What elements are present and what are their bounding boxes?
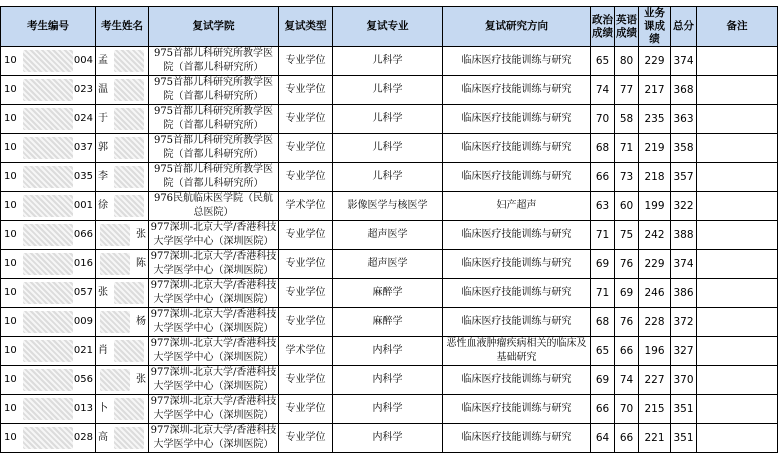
- redaction-mask: [23, 282, 73, 304]
- english-score: 76: [615, 250, 639, 279]
- table-row: [1, 424, 778, 453]
- english-score: 80: [615, 47, 639, 76]
- politics-score: 68: [591, 308, 615, 337]
- direction-cell: 临床医疗技能训练与研究: [443, 105, 591, 134]
- candidate-id-suffix: 024: [73, 113, 93, 124]
- table-row: [1, 192, 778, 221]
- politics-score: 69: [591, 250, 615, 279]
- table-row: [1, 221, 778, 250]
- redaction-mask: [23, 340, 73, 362]
- type-cell: 专业学位: [279, 424, 333, 453]
- total-score: 372: [671, 308, 697, 337]
- major-course-score: 221: [639, 424, 671, 453]
- redaction-mask: [23, 79, 73, 101]
- candidate-id-prefix: 10: [4, 84, 17, 95]
- candidate-name: [96, 76, 149, 105]
- candidate-name-visible: 孟: [98, 55, 108, 66]
- table-row: [1, 250, 778, 279]
- header-total: 总分: [671, 7, 697, 47]
- remark-cell: [697, 337, 778, 366]
- redaction-mask: [114, 50, 144, 72]
- major-course-score: 218: [639, 163, 671, 192]
- remark-cell: [697, 279, 778, 308]
- candidate-id-suffix: 021: [73, 345, 93, 356]
- header-major: 复试专业: [333, 7, 443, 47]
- table-row: [1, 337, 778, 366]
- type-cell: 专业学位: [279, 47, 333, 76]
- table-row: [1, 134, 778, 163]
- politics-score: 70: [591, 105, 615, 134]
- type-cell: 专业学位: [279, 221, 333, 250]
- candidate-id-suffix: 057: [73, 287, 93, 298]
- candidate-id-suffix: 016: [73, 258, 93, 269]
- candidate-name-visible: 杨: [136, 316, 146, 327]
- candidate-name: [96, 47, 149, 76]
- candidate-name: [96, 221, 149, 250]
- type-cell: 专业学位: [279, 163, 333, 192]
- candidate-name: [96, 134, 149, 163]
- redaction-mask: [114, 108, 144, 130]
- direction-cell: 临床医疗技能训练与研究: [443, 308, 591, 337]
- total-score: 374: [671, 47, 697, 76]
- english-score: 70: [615, 395, 639, 424]
- type-cell: 学术学位: [279, 192, 333, 221]
- major-cell: 儿科学: [333, 47, 443, 76]
- candidate-id-suffix: 009: [73, 316, 93, 327]
- candidate-id: [1, 308, 96, 337]
- table-row: [1, 163, 778, 192]
- candidate-name-visible: 郭: [98, 142, 108, 153]
- major-course-score: 242: [639, 221, 671, 250]
- candidate-id: [1, 366, 96, 395]
- candidate-name: [96, 366, 149, 395]
- school-cell: 975首都儿科研究所教学医院（首都儿科研究所）: [149, 163, 279, 192]
- remark-cell: [697, 366, 778, 395]
- candidate-id-suffix: 035: [73, 171, 93, 182]
- major-cell: 超声医学: [333, 250, 443, 279]
- candidate-id-prefix: 10: [4, 229, 17, 240]
- direction-cell: 临床医疗技能训练与研究: [443, 366, 591, 395]
- table-row: [1, 308, 778, 337]
- candidate-id: [1, 105, 96, 134]
- school-cell: 977深圳-北京大学/香港科技大学医学中心（深圳医院）: [149, 366, 279, 395]
- table-row: [1, 395, 778, 424]
- remark-cell: [697, 76, 778, 105]
- table-row: [1, 105, 778, 134]
- remark-cell: [697, 250, 778, 279]
- candidate-name: [96, 192, 149, 221]
- redaction-mask: [100, 224, 130, 246]
- candidate-id: [1, 250, 96, 279]
- candidate-name-visible: 于: [98, 113, 108, 124]
- redaction-mask: [23, 398, 73, 420]
- redaction-mask: [23, 311, 73, 333]
- candidate-id-prefix: 10: [4, 374, 17, 385]
- total-score: 351: [671, 395, 697, 424]
- school-cell: 977深圳-北京大学/香港科技大学医学中心（深圳医院）: [149, 395, 279, 424]
- redaction-mask: [114, 427, 144, 449]
- candidate-id: [1, 337, 96, 366]
- major-cell: 影像医学与核医学: [333, 192, 443, 221]
- total-score: 386: [671, 279, 697, 308]
- redaction-mask: [114, 195, 144, 217]
- total-score: 368: [671, 76, 697, 105]
- candidate-id-prefix: 10: [4, 432, 17, 443]
- candidate-name: [96, 279, 149, 308]
- english-score: 60: [615, 192, 639, 221]
- header-row: [1, 7, 778, 47]
- direction-cell: 临床医疗技能训练与研究: [443, 163, 591, 192]
- candidate-name-visible: 卜: [98, 403, 108, 414]
- english-score: 77: [615, 76, 639, 105]
- total-score: 363: [671, 105, 697, 134]
- direction-cell: 妇产超声: [443, 192, 591, 221]
- direction-cell: 临床医疗技能训练与研究: [443, 221, 591, 250]
- candidate-name-visible: 张: [98, 287, 108, 298]
- total-score: 351: [671, 424, 697, 453]
- redaction-mask: [114, 282, 144, 304]
- politics-score: 74: [591, 76, 615, 105]
- total-score: 388: [671, 221, 697, 250]
- english-score: 66: [615, 337, 639, 366]
- header-english: 英语成绩: [615, 7, 639, 47]
- remark-cell: [697, 221, 778, 250]
- politics-score: 65: [591, 47, 615, 76]
- candidate-id-suffix: 037: [73, 142, 93, 153]
- candidate-id: [1, 76, 96, 105]
- direction-cell: 临床医疗技能训练与研究: [443, 424, 591, 453]
- redaction-mask: [23, 224, 73, 246]
- total-score: 327: [671, 337, 697, 366]
- header-politics: 政治成绩: [591, 7, 615, 47]
- major-cell: 超声医学: [333, 221, 443, 250]
- score-table: [0, 6, 778, 453]
- remark-cell: [697, 47, 778, 76]
- redaction-mask: [23, 253, 73, 275]
- redaction-mask: [114, 398, 144, 420]
- major-course-score: 228: [639, 308, 671, 337]
- candidate-name-visible: 李: [98, 171, 108, 182]
- major-cell: 儿科学: [333, 105, 443, 134]
- redaction-mask: [100, 253, 130, 275]
- politics-score: 66: [591, 395, 615, 424]
- major-cell: 儿科学: [333, 76, 443, 105]
- redaction-mask: [100, 311, 130, 333]
- english-score: 58: [615, 105, 639, 134]
- table-row: [1, 366, 778, 395]
- table-row: [1, 279, 778, 308]
- type-cell: 学术学位: [279, 337, 333, 366]
- remark-cell: [697, 308, 778, 337]
- direction-cell: 临床医疗技能训练与研究: [443, 47, 591, 76]
- type-cell: 专业学位: [279, 395, 333, 424]
- header-school: 复试学院: [149, 7, 279, 47]
- candidate-id: [1, 163, 96, 192]
- major-course-score: 196: [639, 337, 671, 366]
- remark-cell: [697, 424, 778, 453]
- candidate-name: [96, 395, 149, 424]
- major-cell: 麻醉学: [333, 308, 443, 337]
- major-course-score: 227: [639, 366, 671, 395]
- major-course-score: 229: [639, 250, 671, 279]
- redaction-mask: [114, 340, 144, 362]
- direction-cell: 恶性血液肿瘤疾病相关的临床及基础研究: [443, 337, 591, 366]
- english-score: 74: [615, 366, 639, 395]
- politics-score: 71: [591, 221, 615, 250]
- candidate-name: [96, 163, 149, 192]
- total-score: 322: [671, 192, 697, 221]
- redaction-mask: [23, 195, 73, 217]
- major-cell: 内科学: [333, 424, 443, 453]
- candidate-id-prefix: 10: [4, 345, 17, 356]
- type-cell: 专业学位: [279, 76, 333, 105]
- major-cell: 儿科学: [333, 163, 443, 192]
- direction-cell: 临床医疗技能训练与研究: [443, 250, 591, 279]
- total-score: 374: [671, 250, 697, 279]
- candidate-id-prefix: 10: [4, 258, 17, 269]
- candidate-name-visible: 高: [98, 432, 108, 443]
- english-score: 69: [615, 279, 639, 308]
- major-course-score: 229: [639, 47, 671, 76]
- redaction-mask: [114, 137, 144, 159]
- redaction-mask: [114, 166, 144, 188]
- remark-cell: [697, 163, 778, 192]
- major-cell: 内科学: [333, 337, 443, 366]
- school-cell: 977深圳-北京大学/香港科技大学医学中心（深圳医院）: [149, 221, 279, 250]
- major-cell: 内科学: [333, 395, 443, 424]
- school-cell: 975首都儿科研究所教学医院（首都儿科研究所）: [149, 76, 279, 105]
- politics-score: 65: [591, 337, 615, 366]
- remark-cell: [697, 105, 778, 134]
- major-course-score: 219: [639, 134, 671, 163]
- major-course-score: 235: [639, 105, 671, 134]
- major-course-score: 246: [639, 279, 671, 308]
- table-row: [1, 76, 778, 105]
- candidate-name-visible: 张: [136, 374, 146, 385]
- total-score: 358: [671, 134, 697, 163]
- candidate-id-suffix: 023: [73, 84, 93, 95]
- candidate-name-visible: 徐: [98, 200, 108, 211]
- candidate-name-visible: 陈: [136, 258, 146, 269]
- candidate-name: [96, 424, 149, 453]
- candidate-id-prefix: 10: [4, 200, 17, 211]
- header-remark: 备注: [697, 7, 778, 47]
- english-score: 75: [615, 221, 639, 250]
- politics-score: 63: [591, 192, 615, 221]
- candidate-name-visible: 温: [98, 84, 108, 95]
- school-cell: 975首都儿科研究所教学医院（首都儿科研究所）: [149, 105, 279, 134]
- school-cell: 977深圳-北京大学/香港科技大学医学中心（深圳医院）: [149, 337, 279, 366]
- remark-cell: [697, 134, 778, 163]
- major-course-score: 215: [639, 395, 671, 424]
- candidate-name: [96, 308, 149, 337]
- candidate-id: [1, 279, 96, 308]
- direction-cell: 临床医疗技能训练与研究: [443, 134, 591, 163]
- remark-cell: [697, 192, 778, 221]
- redaction-mask: [23, 137, 73, 159]
- table-row: [1, 47, 778, 76]
- major-course-score: 199: [639, 192, 671, 221]
- candidate-id: [1, 395, 96, 424]
- type-cell: 专业学位: [279, 308, 333, 337]
- school-cell: 977深圳-北京大学/香港科技大学医学中心（深圳医院）: [149, 250, 279, 279]
- school-cell: 977深圳-北京大学/香港科技大学医学中心（深圳医院）: [149, 279, 279, 308]
- school-cell: 977深圳-北京大学/香港科技大学医学中心（深圳医院）: [149, 308, 279, 337]
- type-cell: 专业学位: [279, 366, 333, 395]
- candidate-id-prefix: 10: [4, 316, 17, 327]
- header-type: 复试类型: [279, 7, 333, 47]
- candidate-name: [96, 105, 149, 134]
- direction-cell: 临床医疗技能训练与研究: [443, 279, 591, 308]
- english-score: 76: [615, 308, 639, 337]
- type-cell: 专业学位: [279, 279, 333, 308]
- school-cell: 975首都儿科研究所教学医院（首都儿科研究所）: [149, 134, 279, 163]
- redaction-mask: [100, 369, 130, 391]
- candidate-id-suffix: 066: [73, 229, 93, 240]
- candidate-id-suffix: 001: [73, 200, 93, 211]
- redaction-mask: [23, 50, 73, 72]
- type-cell: 专业学位: [279, 105, 333, 134]
- school-cell: 975首都儿科研究所教学医院（首都儿科研究所）: [149, 47, 279, 76]
- politics-score: 64: [591, 424, 615, 453]
- direction-cell: 临床医疗技能训练与研究: [443, 395, 591, 424]
- total-score: 370: [671, 366, 697, 395]
- english-score: 71: [615, 134, 639, 163]
- header-direction: 复试研究方向: [443, 7, 591, 47]
- major-cell: 儿科学: [333, 134, 443, 163]
- candidate-id-suffix: 004: [73, 55, 93, 66]
- candidate-name-visible: 肖: [98, 345, 108, 356]
- candidate-id: [1, 424, 96, 453]
- type-cell: 专业学位: [279, 134, 333, 163]
- school-cell: 976民航临床医学院（民航总医院）: [149, 192, 279, 221]
- candidate-id-prefix: 10: [4, 142, 17, 153]
- header-major-course: 业务课成绩: [639, 7, 671, 47]
- english-score: 66: [615, 424, 639, 453]
- candidate-name: [96, 250, 149, 279]
- candidate-id: [1, 192, 96, 221]
- candidate-id-prefix: 10: [4, 171, 17, 182]
- candidate-id-prefix: 10: [4, 55, 17, 66]
- header-name: 考生姓名: [96, 7, 149, 47]
- candidate-id: [1, 47, 96, 76]
- total-score: 357: [671, 163, 697, 192]
- candidate-id-prefix: 10: [4, 113, 17, 124]
- politics-score: 69: [591, 366, 615, 395]
- candidate-id-suffix: 056: [73, 374, 93, 385]
- candidate-id: [1, 221, 96, 250]
- redaction-mask: [23, 108, 73, 130]
- direction-cell: 临床医疗技能训练与研究: [443, 76, 591, 105]
- candidate-name: [96, 337, 149, 366]
- candidate-id-prefix: 10: [4, 287, 17, 298]
- header-id: 考生编号: [1, 7, 96, 47]
- remark-cell: [697, 395, 778, 424]
- redaction-mask: [23, 427, 73, 449]
- type-cell: 专业学位: [279, 250, 333, 279]
- candidate-name-visible: 张: [136, 229, 146, 240]
- politics-score: 68: [591, 134, 615, 163]
- candidate-id-prefix: 10: [4, 403, 17, 414]
- politics-score: 71: [591, 279, 615, 308]
- candidate-id-suffix: 028: [73, 432, 93, 443]
- major-cell: 内科学: [333, 366, 443, 395]
- table-body: [1, 47, 778, 453]
- candidate-id: [1, 134, 96, 163]
- major-cell: 麻醉学: [333, 279, 443, 308]
- english-score: 73: [615, 163, 639, 192]
- school-cell: 977深圳-北京大学/香港科技大学医学中心（深圳医院）: [149, 424, 279, 453]
- major-course-score: 217: [639, 76, 671, 105]
- politics-score: 66: [591, 163, 615, 192]
- redaction-mask: [23, 369, 73, 391]
- redaction-mask: [114, 79, 144, 101]
- redaction-mask: [23, 166, 73, 188]
- candidate-id-suffix: 013: [73, 403, 93, 414]
